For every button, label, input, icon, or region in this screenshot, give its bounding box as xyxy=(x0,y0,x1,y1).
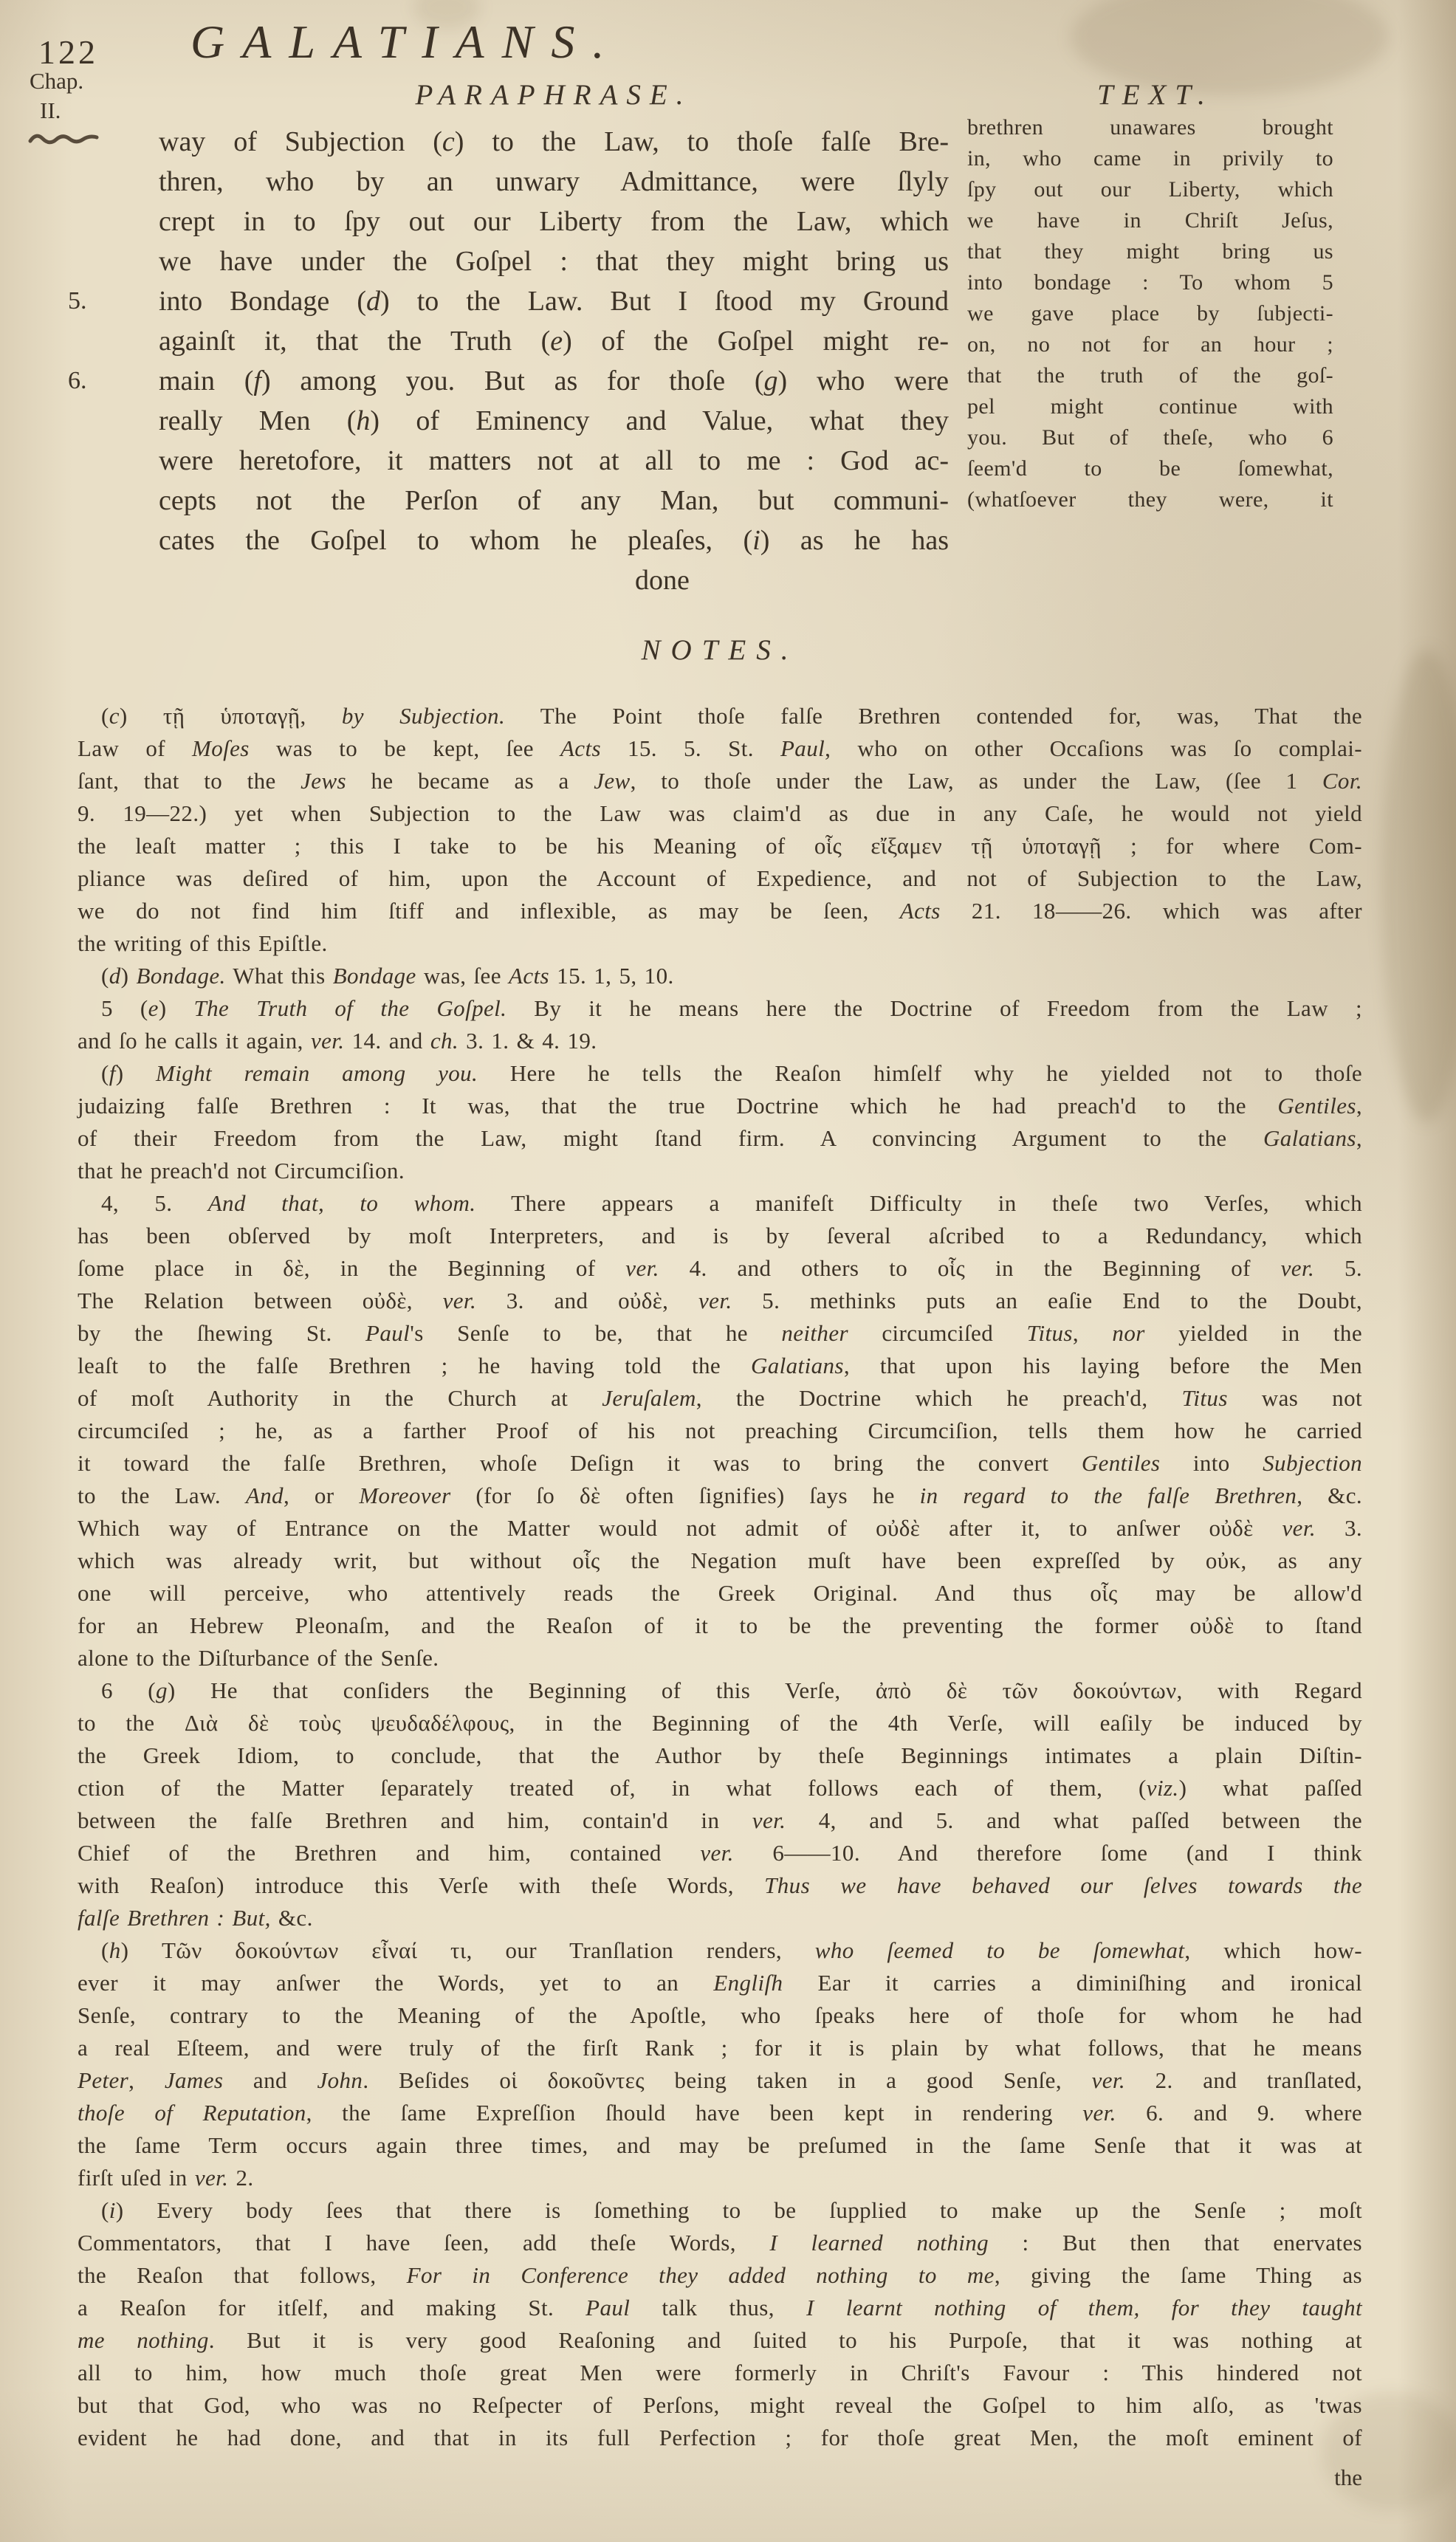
text-line: all to him, how much thoſe great Men were formerly in Chriſt's Favour : This hindered not xyxy=(78,2360,1362,2385)
text-line: of moſt Authority in the Church at Jeruſalem, the Doctrine which he preach'd, Titus was not xyxy=(78,1385,1362,1411)
text-line: againſt it, that the Truth (e) of the Goſpel might re- xyxy=(159,326,949,357)
text-line: ſeem'd to be ſomewhat, xyxy=(967,456,1333,481)
text-line: we do not find him ſtiff and inflexible, as may be ſeen, Acts 21. 18——26. which was after xyxy=(78,898,1362,924)
page-number: 122 xyxy=(38,33,98,71)
text-heading: TEXT. xyxy=(1097,79,1214,111)
text-line: thoſe of Reputation, the ſame Expreſſion ſhould have been kept in rendering ver. 6. and 9. where xyxy=(78,2100,1362,2126)
text-line: a Reaſon for itſelf, and making St. Paul talk thus, I learnt nothing of them, for they taught xyxy=(78,2295,1363,2321)
text-line: to the Διὰ δὲ τοὺς ψευδαδέλφους, in the Beginning of the 4th Verſe, will eaſily be induced by xyxy=(78,1710,1362,1736)
text-line: cates the Goſpel to whom he pleaſes, (i) as he has xyxy=(159,525,949,556)
text-line: Senſe, contrary to the Meaning of the Apoſtle, who ſpeaks here of thoſe for whom he had xyxy=(78,2002,1362,2028)
text-line: between the falſe Brethren and him, contain'd in ver. 4, and 5. and what paſſed between the xyxy=(78,1807,1363,1833)
margin-verse-number: 5. xyxy=(68,287,87,315)
text-line: the leaſt matter ; this I take to be his Meaning of οἷς εἴξαμεν τῇ ὑποταγῇ ; for where Com- xyxy=(78,833,1362,859)
text-line: ſant, that to the Jews he became as a Jew, to thoſe under the Law, as under the Law, (ſee 1 Cor. xyxy=(78,768,1363,794)
text-line: firſt uſed in ver. 2. xyxy=(78,2165,254,2191)
text-line: Law of Moſes was to be kept, ſee Acts 15. 5. St. Paul, who on other Occaſions was ſo complai- xyxy=(78,735,1362,761)
text-line: main (f) among you. But as for thoſe (g) who were xyxy=(159,365,949,396)
note-paragraph-h xyxy=(78,1934,1362,2194)
text-line: the ſame Term occurs again three times, and may be preſumed in the ſame Senſe that it was at xyxy=(78,2132,1362,2158)
text-line: 6 (g) He that conſiders the Beginning of this Verſe, ἀπὸ δὲ τῶν δοκούντων, with Regard xyxy=(101,1677,1362,1703)
chapter-marker xyxy=(30,68,126,148)
paraphrase-body xyxy=(159,122,949,560)
text-line: 5 (e) The Truth of the Goſpel. By it he means here the Doctrine of Freedom from the Law ; xyxy=(101,995,1362,1021)
notes-section xyxy=(78,700,1362,2454)
text-line: ever it may anſwer the Words, yet to an Engliſh Ear it carries a diminiſhing and ironical xyxy=(78,1970,1362,1996)
note-paragraph-4-5 xyxy=(78,1187,1362,1674)
text-line: by the ſhewing St. Paul's Senſe to be, that he neither circumciſed Titus, nor yielded in the xyxy=(78,1320,1362,1346)
text-line: but that God, who was no Reſpecter of Perſons, might reveal the Goſpel to him alſo, as 'twas xyxy=(78,2392,1362,2418)
text-line: ſpy out our Liberty, which xyxy=(967,177,1333,202)
notes-heading: NOTES. xyxy=(641,634,799,666)
text-line: for an Hebrew Pleonaſm, and the Reaſon of it to be the preventing the former οὐδὲ to ſtand xyxy=(78,1612,1362,1638)
text-line: the Reaſon that follows, For in Conference they added nothing to me, giving the ſame Thing as xyxy=(78,2262,1363,2288)
text-line: The Relation between οὐδὲ, ver. 3. and οὐδὲ, ver. 5. methinks puts an eaſie End to the Doubt, xyxy=(78,1288,1363,1313)
text-line: Which way of Entrance on the Matter would not admit of οὐδὲ after it, to anſwer οὐδὲ ver. 3. xyxy=(78,1515,1362,1541)
text-line: (h) Τῶν δοκούντων εἶναί τι, our Tranſlation renders, who ſeemed to be ſomewhat, which how- xyxy=(101,1937,1362,1963)
note-paragraph-f xyxy=(78,1057,1362,1187)
catchword: the xyxy=(1334,2464,1362,2490)
text-line: to the Law. And, or Moreover (for ſo δὲ often ſignifies) ſays he in regard to the falſe Brethren, &c. xyxy=(78,1483,1363,1508)
text-line: ction of the Matter ſeparately treated of, in what follows each of them, (viz.) what paſſed xyxy=(78,1775,1363,1801)
text-line: we gave place by ſubjecti- xyxy=(967,301,1333,326)
note-paragraph-6-g xyxy=(78,1674,1362,1934)
text-line: thren, who by an unwary Admittance, were ſlyly xyxy=(159,166,949,197)
margin-verse-number: 6. xyxy=(68,367,87,394)
text-line: it toward the falſe Brethren, whoſe Deſign it was to bring the convert Gentiles into Subjection xyxy=(78,1450,1362,1476)
text-line: with Reaſon) introduce this Verſe with theſe Words, Thus we have behaved our ſelves towards the xyxy=(78,1872,1362,1898)
text-line: way of Subjection (c) to the Law, to thoſe falſe Bre- xyxy=(159,126,949,157)
text-line: into bondage : To whom 5 xyxy=(967,270,1333,295)
text-line: Peter, James and John. Beſides οἱ δοκοῦντες being taken in a good Senſe, ver. 2. and tranſlated, xyxy=(78,2067,1362,2093)
running-title: GALATIANS. xyxy=(190,16,622,68)
text-line: Commentators, that I have ſeen, add theſe Words, I learned nothing : But then that enervates xyxy=(78,2230,1362,2256)
note-paragraph-d xyxy=(78,960,1362,992)
text-line: (d) Bondage. What this Bondage was, ſee Acts 15. 1, 5, 10. xyxy=(101,963,674,989)
text-line: ſome place in δὲ, in the Beginning of ver. 4. and others to οἷς in the Beginning of ver. 5. xyxy=(78,1255,1362,1281)
text-line: (whatſoever they were, it xyxy=(967,487,1333,512)
text-line: 4, 5. And that, to whom. There appears a manifeſt Difficulty in theſe two Verſes, which xyxy=(101,1190,1362,1216)
text-line: 9. 19—22.) yet when Subjection to the Law was claim'd as due in any Caſe, he would not yield xyxy=(78,800,1362,826)
text-line: pel might continue with xyxy=(967,394,1333,419)
text-line: falſe Brethren : But, &c. xyxy=(78,1905,313,1931)
text-line: brethren unawares brought xyxy=(967,115,1333,140)
text-line: were heretofore, it matters not at all to me : God ac- xyxy=(159,445,949,476)
text-line: that the truth of the goſ- xyxy=(967,363,1333,388)
chapter-label: Chap. xyxy=(30,68,84,94)
text-line: the Greek Idiom, to conclude, that the Author by theſe Beginnings intimates a plain Diſtin- xyxy=(78,1742,1362,1768)
paraphrase-heading: PARAPHRASE. xyxy=(415,79,693,111)
text-line: in, who came in privily to xyxy=(967,146,1333,171)
text-line: (i) Every body ſees that there is ſomething to be ſupplied to make up the Senſe ; moſt xyxy=(101,2197,1362,2223)
text-line: into Bondage (d) to the Law. But I ſtood my Ground xyxy=(159,286,949,317)
text-line: (f) Might remain among you. Here he tells the Reaſon himſelf why he yielded not to thoſe xyxy=(101,1060,1362,1086)
text-line: that he preach'd not Circumciſion. xyxy=(78,1158,405,1184)
scripture-text-body xyxy=(967,112,1333,515)
text-line: me nothing. But it is very good Reaſoning and ſuited to his Purpoſe, that it was nothing at xyxy=(78,2327,1362,2353)
note-paragraph-e xyxy=(78,992,1362,1057)
note-paragraph-c xyxy=(78,700,1362,960)
text-line: circumciſed ; he, as a farther Proof of his not preaching Circumciſion, tells them how he carried xyxy=(78,1418,1362,1443)
text-line: has been obſerved by moſt Interpreters, and is by ſeveral aſcribed to a Redundancy, which xyxy=(78,1223,1362,1248)
text-line: Chief of the Brethren and him, contained ver. 6——10. And therefore ſome (and I think xyxy=(78,1840,1362,1866)
text-line: really Men (h) of Eminency and Value, what they xyxy=(159,405,950,436)
text-line: a real Eſteem, and were truly of the firſt Rank ; for it is plain by what follows, that he means xyxy=(78,2035,1362,2061)
text-line: crept in to ſpy out our Liberty from the Law, which xyxy=(159,206,949,237)
text-line: you. But of theſe, who 6 xyxy=(967,425,1333,450)
text-line: of their Freedom from the Law, might ſtand firm. A convincing Argument to the Galatians, xyxy=(78,1125,1362,1151)
text-line: we have in Chriſt Jeſus, xyxy=(967,208,1333,233)
text-line: (c) τῇ ὑποταγῇ, by Subjection. The Point thoſe falſe Brethren contended for, was, That the xyxy=(101,703,1363,729)
text-line: alone to the Diſturbance of the Senſe. xyxy=(78,1645,439,1671)
paper-stain xyxy=(1382,650,1456,1122)
note-paragraph-i xyxy=(78,2194,1362,2454)
text-line: the writing of this Epiſtle. xyxy=(78,930,328,956)
text-line: that they might bring us xyxy=(967,239,1333,264)
text-line: leaſt to the falſe Brethren ; he having told the Galatians, that upon his laying before the Men xyxy=(78,1353,1362,1378)
chapter-flourish-icon xyxy=(28,130,99,148)
text-line: judaizing falſe Brethren : It was, that the true Doctrine which he had preach'd to the Gentiles, xyxy=(78,1093,1362,1119)
text-line: one will perceive, who attentively reads the Greek Original. And thus οἷς may be allow'd xyxy=(78,1580,1362,1606)
paraphrase-overflow-word: done xyxy=(635,565,690,596)
text-line: cepts not the Perſon of any Man, but communi- xyxy=(159,485,949,516)
text-line: we have under the Goſpel : that they might bring us xyxy=(159,246,949,277)
text-line: pliance was deſired of him, upon the Account of Expedience, and not of Subjection to the Law, xyxy=(78,865,1362,891)
text-line: evident he had done, and that in its full Perfection ; for thoſe great Men, the moſt eminent of xyxy=(78,2425,1362,2450)
text-line: on, no not for an hour ; xyxy=(967,332,1333,357)
chapter-numeral: II. xyxy=(40,97,61,123)
text-line: which was already writ, but without οἷς the Negation muſt have been expreſſed by οὐκ, as any xyxy=(78,1547,1362,1573)
text-line: and ſo he calls it again, ver. 14. and ch. 3. 1. & 4. 19. xyxy=(78,1028,597,1054)
